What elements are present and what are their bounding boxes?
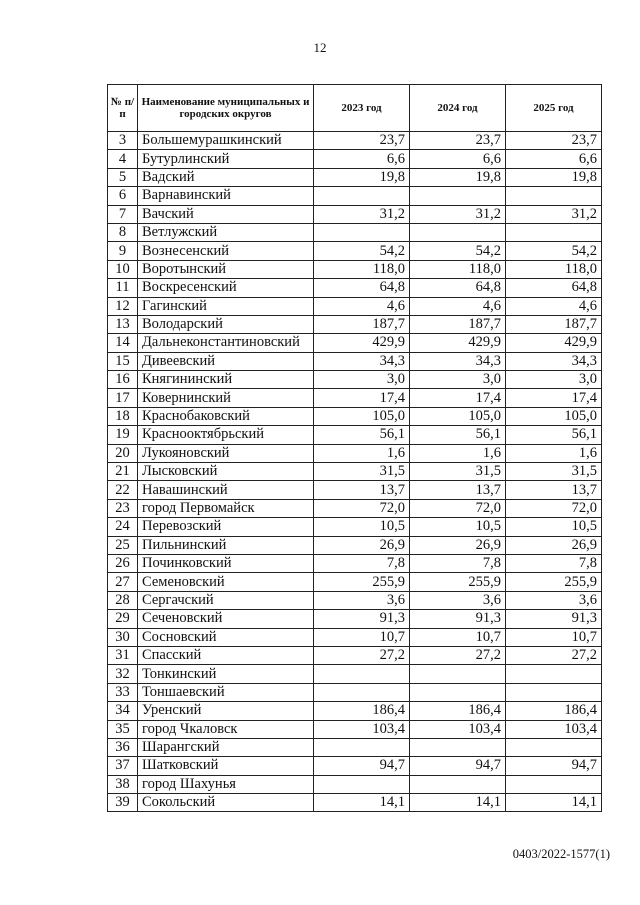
municipality-name: город Первомайск	[138, 499, 314, 517]
value-2023: 118,0	[314, 260, 410, 278]
row-number: 13	[108, 315, 138, 333]
value-2023	[314, 738, 410, 756]
value-2024	[410, 683, 506, 701]
value-2025	[506, 683, 602, 701]
value-2023: 64,8	[314, 279, 410, 297]
value-2023: 91,3	[314, 610, 410, 628]
municipality-name: Володарский	[138, 315, 314, 333]
value-2024: 94,7	[410, 757, 506, 775]
value-2023: 14,1	[314, 794, 410, 812]
value-2024: 72,0	[410, 499, 506, 517]
header-name: Наименование муниципальных и городских округов	[138, 85, 314, 132]
value-2025: 17,4	[506, 389, 602, 407]
value-2023	[314, 775, 410, 793]
row-number: 35	[108, 720, 138, 738]
municipality-name: Тоншаевский	[138, 683, 314, 701]
row-number: 24	[108, 518, 138, 536]
value-2025: 10,5	[506, 518, 602, 536]
value-2023: 429,9	[314, 334, 410, 352]
value-2025: 105,0	[506, 407, 602, 425]
value-2024: 7,8	[410, 554, 506, 572]
value-2024: 105,0	[410, 407, 506, 425]
row-number: 7	[108, 205, 138, 223]
table-row	[108, 334, 602, 352]
municipality-name: Сеченовский	[138, 610, 314, 628]
municipality-name: Пильнинский	[138, 536, 314, 554]
value-2024: 6,6	[410, 150, 506, 168]
value-2025: 10,7	[506, 628, 602, 646]
value-2025: 91,3	[506, 610, 602, 628]
value-2024	[410, 223, 506, 241]
value-2024: 56,1	[410, 426, 506, 444]
value-2023: 10,7	[314, 628, 410, 646]
table-row	[108, 794, 602, 812]
municipality-name: Вадский	[138, 168, 314, 186]
value-2025: 13,7	[506, 481, 602, 499]
row-number: 14	[108, 334, 138, 352]
municipality-name: Варнавинский	[138, 187, 314, 205]
table-row	[108, 554, 602, 572]
municipality-name: Бутурлинский	[138, 150, 314, 168]
value-2025	[506, 665, 602, 683]
value-2025: 7,8	[506, 554, 602, 572]
table-row	[108, 279, 602, 297]
municipality-name: Воротынский	[138, 260, 314, 278]
table-row	[108, 720, 602, 738]
table-row	[108, 315, 602, 333]
value-2024: 31,5	[410, 463, 506, 481]
row-number: 5	[108, 168, 138, 186]
table-row	[108, 536, 602, 554]
row-number: 39	[108, 794, 138, 812]
table-row	[108, 223, 602, 241]
value-2025	[506, 775, 602, 793]
table-row	[108, 297, 602, 315]
header-2023: 2023 год	[314, 85, 410, 132]
table-row	[108, 683, 602, 701]
value-2024: 118,0	[410, 260, 506, 278]
value-2023: 1,6	[314, 444, 410, 462]
municipality-name: Гагинский	[138, 297, 314, 315]
municipality-name: город Шахунья	[138, 775, 314, 793]
value-2023: 27,2	[314, 646, 410, 664]
table-row	[108, 702, 602, 720]
value-2025: 186,4	[506, 702, 602, 720]
value-2025: 118,0	[506, 260, 602, 278]
value-2025: 72,0	[506, 499, 602, 517]
value-2023: 56,1	[314, 426, 410, 444]
municipality-name: Вачский	[138, 205, 314, 223]
value-2025: 26,9	[506, 536, 602, 554]
value-2024: 19,8	[410, 168, 506, 186]
table-row	[108, 610, 602, 628]
value-2023: 4,6	[314, 297, 410, 315]
table-row	[108, 518, 602, 536]
municipality-name: Тонкинский	[138, 665, 314, 683]
municipality-name: Лысковский	[138, 463, 314, 481]
value-2025: 31,2	[506, 205, 602, 223]
row-number: 34	[108, 702, 138, 720]
value-2024: 14,1	[410, 794, 506, 812]
row-number: 12	[108, 297, 138, 315]
municipality-name: Шарангский	[138, 738, 314, 756]
value-2023	[314, 665, 410, 683]
row-number: 19	[108, 426, 138, 444]
value-2023: 17,4	[314, 389, 410, 407]
header-2024: 2024 год	[410, 85, 506, 132]
value-2025: 187,7	[506, 315, 602, 333]
row-number: 36	[108, 738, 138, 756]
municipality-name: Шатковский	[138, 757, 314, 775]
municipality-name: Краснооктябрьский	[138, 426, 314, 444]
value-2024: 26,9	[410, 536, 506, 554]
header-row	[108, 85, 602, 132]
value-2025: 56,1	[506, 426, 602, 444]
value-2024: 17,4	[410, 389, 506, 407]
header-2025: 2025 год	[506, 85, 602, 132]
value-2023: 34,3	[314, 352, 410, 370]
row-number: 20	[108, 444, 138, 462]
value-2023: 3,0	[314, 371, 410, 389]
value-2023: 186,4	[314, 702, 410, 720]
table-row	[108, 407, 602, 425]
table-row	[108, 132, 602, 150]
row-number: 3	[108, 132, 138, 150]
row-number: 18	[108, 407, 138, 425]
value-2023: 103,4	[314, 720, 410, 738]
row-number: 16	[108, 371, 138, 389]
value-2024: 103,4	[410, 720, 506, 738]
row-number: 29	[108, 610, 138, 628]
value-2025: 3,6	[506, 591, 602, 609]
municipality-name: Большемурашкинский	[138, 132, 314, 150]
value-2024: 4,6	[410, 297, 506, 315]
municipality-name: Дальнеконстантиновский	[138, 334, 314, 352]
value-2023: 23,7	[314, 132, 410, 150]
value-2023: 105,0	[314, 407, 410, 425]
table-row	[108, 205, 602, 223]
table-row	[108, 242, 602, 260]
row-number: 25	[108, 536, 138, 554]
value-2025	[506, 187, 602, 205]
value-2024: 10,5	[410, 518, 506, 536]
value-2025: 1,6	[506, 444, 602, 462]
value-2023: 6,6	[314, 150, 410, 168]
municipality-name: Воскресенский	[138, 279, 314, 297]
municipality-name: Вознесенский	[138, 242, 314, 260]
table-row	[108, 168, 602, 186]
value-2025: 54,2	[506, 242, 602, 260]
table-row	[108, 573, 602, 591]
value-2024	[410, 187, 506, 205]
value-2024: 255,9	[410, 573, 506, 591]
table-row	[108, 187, 602, 205]
table-row	[108, 481, 602, 499]
value-2024: 429,9	[410, 334, 506, 352]
value-2024: 187,7	[410, 315, 506, 333]
value-2024: 1,6	[410, 444, 506, 462]
municipality-name: Навашинский	[138, 481, 314, 499]
header-num: № п/п	[108, 85, 138, 132]
table-row	[108, 463, 602, 481]
table-row	[108, 628, 602, 646]
municipality-name: Перевозский	[138, 518, 314, 536]
table-row	[108, 444, 602, 462]
row-number: 28	[108, 591, 138, 609]
row-number: 11	[108, 279, 138, 297]
value-2025: 255,9	[506, 573, 602, 591]
value-2023: 187,7	[314, 315, 410, 333]
value-2023: 54,2	[314, 242, 410, 260]
municipality-name: Уренский	[138, 702, 314, 720]
value-2024: 91,3	[410, 610, 506, 628]
value-2025: 4,6	[506, 297, 602, 315]
table-row	[108, 352, 602, 370]
value-2025: 3,0	[506, 371, 602, 389]
row-number: 8	[108, 223, 138, 241]
value-2025: 64,8	[506, 279, 602, 297]
value-2023: 7,8	[314, 554, 410, 572]
municipality-name: Сокольский	[138, 794, 314, 812]
table-row	[108, 591, 602, 609]
row-number: 4	[108, 150, 138, 168]
value-2023: 13,7	[314, 481, 410, 499]
row-number: 17	[108, 389, 138, 407]
value-2024: 10,7	[410, 628, 506, 646]
municipality-name: Починковский	[138, 554, 314, 572]
municipality-name: Княгининский	[138, 371, 314, 389]
table-body	[108, 132, 602, 812]
value-2023: 72,0	[314, 499, 410, 517]
value-2024: 186,4	[410, 702, 506, 720]
value-2025: 14,1	[506, 794, 602, 812]
row-number: 30	[108, 628, 138, 646]
value-2023: 94,7	[314, 757, 410, 775]
municipality-name: Семеновский	[138, 573, 314, 591]
value-2024: 64,8	[410, 279, 506, 297]
value-2024: 3,6	[410, 591, 506, 609]
value-2024: 31,2	[410, 205, 506, 223]
value-2024	[410, 665, 506, 683]
value-2024: 27,2	[410, 646, 506, 664]
row-number: 37	[108, 757, 138, 775]
row-number: 22	[108, 481, 138, 499]
value-2024: 3,0	[410, 371, 506, 389]
municipality-name: Краснобаковский	[138, 407, 314, 425]
value-2023	[314, 683, 410, 701]
row-number: 23	[108, 499, 138, 517]
value-2025: 429,9	[506, 334, 602, 352]
row-number: 33	[108, 683, 138, 701]
municipality-name: Сергачский	[138, 591, 314, 609]
value-2025: 27,2	[506, 646, 602, 664]
value-2024	[410, 738, 506, 756]
value-2024: 54,2	[410, 242, 506, 260]
municipality-name: Ветлужский	[138, 223, 314, 241]
row-number: 26	[108, 554, 138, 572]
value-2025: 23,7	[506, 132, 602, 150]
table-header	[108, 85, 602, 132]
table-row	[108, 389, 602, 407]
row-number: 9	[108, 242, 138, 260]
municipality-name: Дивеевский	[138, 352, 314, 370]
document-code: 0403/2022-1577(1)	[512, 847, 610, 861]
table-row	[108, 426, 602, 444]
value-2024: 23,7	[410, 132, 506, 150]
municipality-name: Ковернинский	[138, 389, 314, 407]
value-2025: 94,7	[506, 757, 602, 775]
value-2023: 10,5	[314, 518, 410, 536]
row-number: 27	[108, 573, 138, 591]
row-number: 10	[108, 260, 138, 278]
table-row	[108, 499, 602, 517]
value-2023: 3,6	[314, 591, 410, 609]
value-2024: 34,3	[410, 352, 506, 370]
table-row	[108, 646, 602, 664]
table-row	[108, 260, 602, 278]
value-2024: 13,7	[410, 481, 506, 499]
row-number: 38	[108, 775, 138, 793]
value-2023: 26,9	[314, 536, 410, 554]
value-2025: 103,4	[506, 720, 602, 738]
value-2025: 34,3	[506, 352, 602, 370]
municipality-name: Сосновский	[138, 628, 314, 646]
value-2025	[506, 223, 602, 241]
value-2023: 31,5	[314, 463, 410, 481]
table-row	[108, 371, 602, 389]
row-number: 15	[108, 352, 138, 370]
table-row	[108, 775, 602, 793]
row-number: 31	[108, 646, 138, 664]
value-2023: 255,9	[314, 573, 410, 591]
value-2023: 31,2	[314, 205, 410, 223]
row-number: 32	[108, 665, 138, 683]
table-row	[108, 150, 602, 168]
budget-table	[107, 84, 602, 812]
value-2023: 19,8	[314, 168, 410, 186]
municipality-name: Спасский	[138, 646, 314, 664]
municipality-name: Лукояновский	[138, 444, 314, 462]
value-2025: 31,5	[506, 463, 602, 481]
value-2024	[410, 775, 506, 793]
value-2025: 6,6	[506, 150, 602, 168]
page-number: 12	[313, 40, 327, 55]
value-2023	[314, 187, 410, 205]
table-row	[108, 757, 602, 775]
value-2023	[314, 223, 410, 241]
row-number: 6	[108, 187, 138, 205]
row-number: 21	[108, 463, 138, 481]
value-2025: 19,8	[506, 168, 602, 186]
municipality-name: город Чкаловск	[138, 720, 314, 738]
table-row	[108, 738, 602, 756]
value-2025	[506, 738, 602, 756]
table-row	[108, 665, 602, 683]
